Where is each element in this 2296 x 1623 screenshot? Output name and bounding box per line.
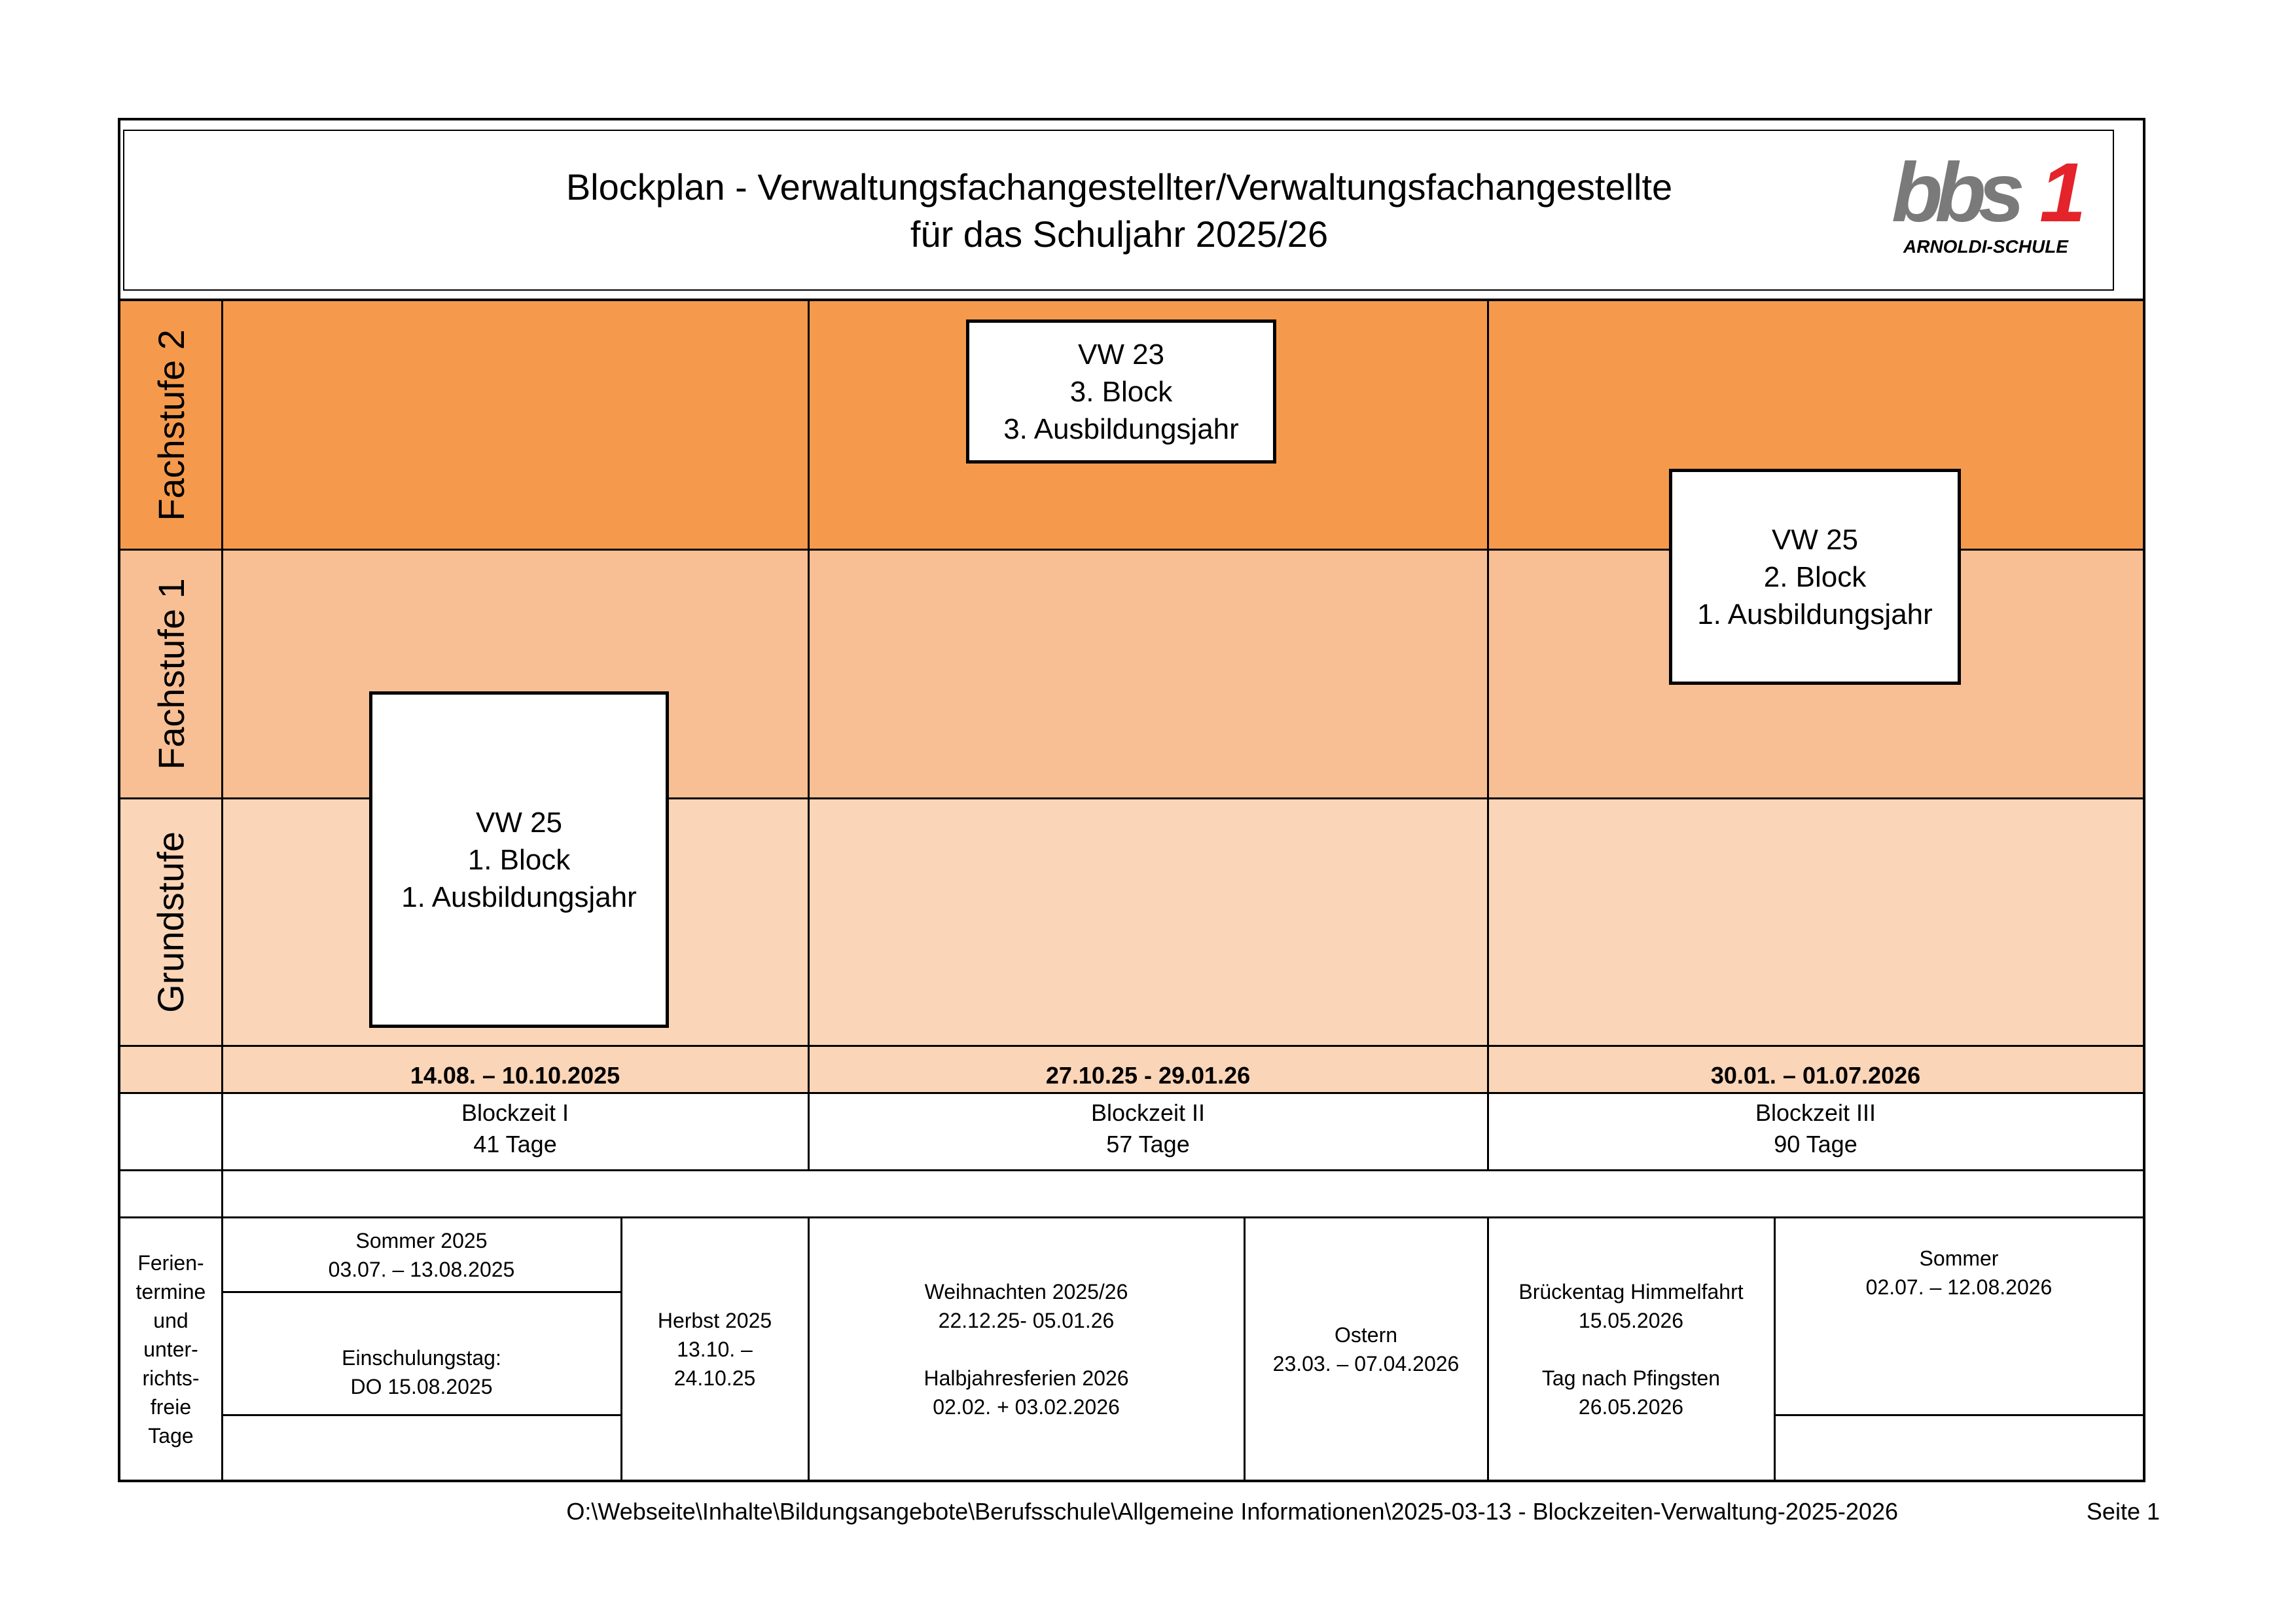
logo-one: 1 — [2039, 156, 2087, 240]
divider — [808, 301, 810, 1169]
divider — [223, 1414, 620, 1416]
block-vw23-3: VW 23 3. Block 3. Ausbildungsjahr — [966, 319, 1276, 464]
page-number: Seite 1 — [2086, 1498, 2160, 1525]
school-logo — [1892, 156, 2094, 261]
title-line-2: für das Schuljahr 2025/26 — [910, 213, 1329, 255]
holiday-sommer-2025: Sommer 2025 03.07. – 13.08.2025 — [328, 1229, 515, 1281]
period-dates: 27.10.25 - 29.01.26 — [1045, 1062, 1251, 1089]
logo-bbs: bbs — [1892, 156, 2017, 240]
period-info: Blockzeit I 41 Tage — [461, 1099, 569, 1158]
period-info: Blockzeit III 90 Tage — [1755, 1099, 1876, 1158]
level-label-fachstufe-1: Fachstufe 1 — [150, 577, 192, 770]
divider — [1775, 1414, 2143, 1416]
holiday-brueckentag-pfingsten: Brückentag Himmelfahrt 15.05.2026 Tag nach Pfingsten 26.05.2026 — [1518, 1280, 1744, 1419]
level-label-grundstufe: Grundstufe — [150, 831, 192, 1013]
holiday-weihnachten-halbjahr: Weihnachten 2025/26 22.12.25- 05.01.26 Halbjahresferien 2026 02.02. + 03.02.2026 — [924, 1280, 1129, 1419]
holiday-herbst: Herbst 2025 13.10. – 24.10.25 — [657, 1309, 772, 1390]
holiday-ostern: Ostern 23.03. – 07.04.2026 — [1272, 1323, 1460, 1376]
page-title — [196, 164, 2042, 258]
period-dates: 14.08. – 10.10.2025 — [410, 1062, 620, 1089]
logo-subtext: ARNOLDI-SCHULE — [1903, 236, 2068, 257]
period-info: Blockzeit II 57 Tage — [1090, 1099, 1206, 1158]
block-vw25-1: VW 25 1. Block 1. Ausbildungsjahr — [369, 691, 669, 1028]
divider — [118, 1216, 2145, 1218]
holiday-sommer-2026: Sommer 02.07. – 12.08.2026 — [1865, 1247, 2053, 1299]
file-path: O:\Webseite\Inhalte\Bildungsangebote\Berufsschule\Allgemeine Informationen\2025-03-13 - Blockzeiten-Verwaltung-2025-2026 — [566, 1498, 1898, 1525]
level-label-fachstufe-2: Fachstufe 2 — [150, 329, 192, 521]
block-vw25-2: VW 25 2. Block 1. Ausbildungsjahr — [1669, 469, 1961, 685]
title-line-1: Blockplan - Verwaltungsfachangestellter/Verwaltungsfachangestellte — [565, 166, 1673, 208]
divider — [118, 1092, 2145, 1094]
divider — [118, 1169, 2145, 1171]
holidays-label: Ferien- termine und unter- richts- freie Tage — [135, 1251, 206, 1448]
period-dates: 30.01. – 01.07.2026 — [1710, 1062, 1921, 1089]
einschulungstag: Einschulungstag: DO 15.08.2025 — [342, 1346, 501, 1398]
divider — [223, 1291, 620, 1293]
divider — [1487, 301, 1489, 1169]
